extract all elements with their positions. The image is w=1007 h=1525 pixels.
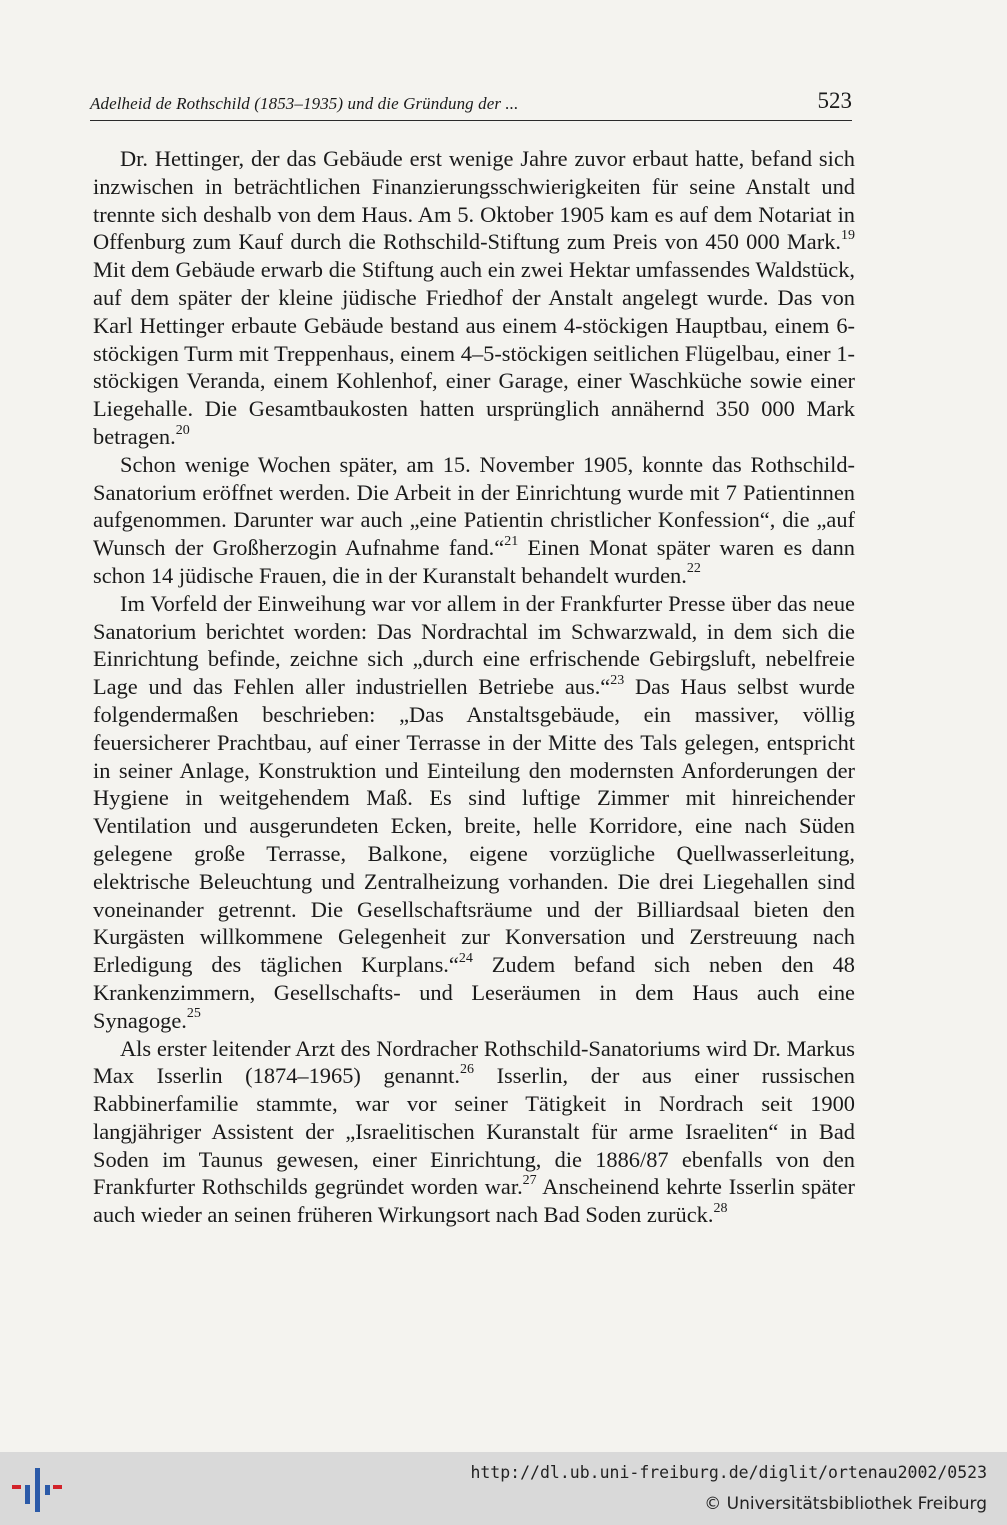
- footnote-ref: 24: [458, 950, 473, 966]
- ub-freiburg-logo-icon: [12, 1464, 64, 1514]
- text-run: Als erster leitender Arzt des Nordracher Rothschild-Sanatoriums wird Dr. Markus Max Isserlin (1874–1965) genannt.: [93, 1035, 855, 1089]
- footnote-ref: 23: [610, 672, 625, 688]
- footnote-ref: 22: [686, 561, 701, 577]
- running-header: [90, 88, 852, 121]
- text-run: Einen Monat später waren es dann schon 14 jüdische Frauen, die in der Kuranstalt behandelt wurden.: [93, 535, 855, 588]
- footnote-ref: 25: [186, 1006, 201, 1022]
- text-run: Isserlin, der aus einer russischen Rabbinerfamilie stammte, war vor seiner Tätigkeit in Nordrach seit 1900 langjähriger Assistent der „Israelitischen Kuranstalt für arme Israeliten“ in Bad Soden im Taunus gewesen, einer Einrichtung, die 1886/87 ebenfalls von den Frankfurter Rothschilds gegründet worden war.: [93, 1063, 855, 1200]
- paragraph: [93, 451, 855, 590]
- footer-bar: [0, 1452, 1007, 1525]
- copyright-text: © Universitätsbibliothek Freiburg: [704, 1494, 987, 1514]
- running-title: Adelheid de Rothschild (1853–1935) und die Gründung der ...: [90, 94, 519, 113]
- text-run: Dr. Hettinger, der das Gebäude erst wenige Jahre zuvor erbaut hatte, befand sich inzwischen in beträchtlichen Finanzierungsschwierigkeiten für seine Anstalt und trennte sich deshalb von dem Haus. Am 5. Oktober 1905 kam es auf dem Notariat in Offenburg zum Kauf durch die Rothschild-Stiftung zum Preis von 450 000 Mark.: [93, 146, 855, 255]
- footnote-ref: 28: [713, 1200, 728, 1216]
- text-run: Zudem befand sich neben den 48 Krankenzimmern, Gesellschafts- und Leseräumen in dem Haus auch eine Synagoge.: [93, 952, 855, 1033]
- footnote-ref: 27: [522, 1173, 537, 1189]
- paragraph: [93, 1035, 855, 1230]
- footnote-ref: 21: [504, 533, 519, 549]
- paragraph: [93, 145, 855, 451]
- footnote-ref: 19: [841, 227, 855, 243]
- text-run: Das Haus selbst wurde folgendermaßen beschrieben: „Das Anstaltsgebäude, ein massiver, völlig feuersicherer Prachtbau, auf einer Terrasse in der Mitte des Tals gelegen, entspricht in seiner Anlage, Konstruktion und Einteilung den modernsten Anforderungen der Hygiene in weitgehendem Maß. Es sind luftige Zimmer mit hinreichender Ventilation und ausgerundeten Ecken, breite, helle Korridore, eine nach Süden gelegene große Terrasse, Balkone, eigene vorzügliche Quellwasserleitung, elektrische Beleuchtung und Zentralheizung vorhanden. Die drei Liegehallen sind voneinander getrennt. Die Gesellschaftsräume und der Billiardsaal bieten den Kurgästen willkommene Gelegenheit zur Konversation und Zerstreuung nach Erledigung des täglichen Kurplans.“: [93, 674, 855, 978]
- source-url-link[interactable]: http://dl.ub.uni-freiburg.de/diglit/ortenau2002/0523: [470, 1463, 987, 1482]
- text-run: Im Vorfeld der Einweihung war vor allem in der Frankfurter Presse über das neue Sanatorium berichtet worden: Das Nordrachtal im Schwarzwald, in dem sich die Einrichtung befinde, zeichne sich „durch eine erfrischende Gebirgsluft, nebelfreie Lage und das Fehlen aller industriellen Betriebe aus.“: [93, 590, 855, 700]
- text-run: Schon wenige Wochen später, am 15. November 1905, konnte das Rothschild-Sanatorium eröffnet werden. Die Arbeit in der Einrichtung wurde mit 7 Patientinnen aufgenommen. Darunter war auch „eine Patientin christlicher Konfession“, die „auf Wunsch der Großherzogin Aufnahme fand.“: [93, 451, 855, 561]
- text-run: Anscheinend kehrte Isserlin später auch wieder an seinen früheren Wirkungsort nach Bad Soden zurück.: [93, 1174, 856, 1228]
- footnote-ref: 20: [175, 422, 190, 438]
- footnote-ref: 26: [459, 1061, 474, 1077]
- text-run: Mit dem Gebäude erwarb die Stiftung auch ein zwei Hektar umfassendes Waldstück, auf dem später der kleine jüdische Friedhof der Anstalt angelegt wurde. Das von Karl Hettinger erbaute Gebäude bestand aus einem 4-stöckigen Hauptbau, einem 6-stöckigen Turm mit Treppenhaus, einem 4–5-stöckigen seitlichen Flügelbau, einer 1-stöckigen Veranda, einem Kohlenhof, einer Garage, einer Waschküche sowie einer Liegehalle. Die Gesamtbaukosten hatten ursprünglich annähernd 350 000 Mark betragen.: [93, 257, 855, 449]
- page-number: 523: [817, 88, 852, 113]
- body-text: [93, 145, 855, 1229]
- paragraph: [93, 590, 855, 1035]
